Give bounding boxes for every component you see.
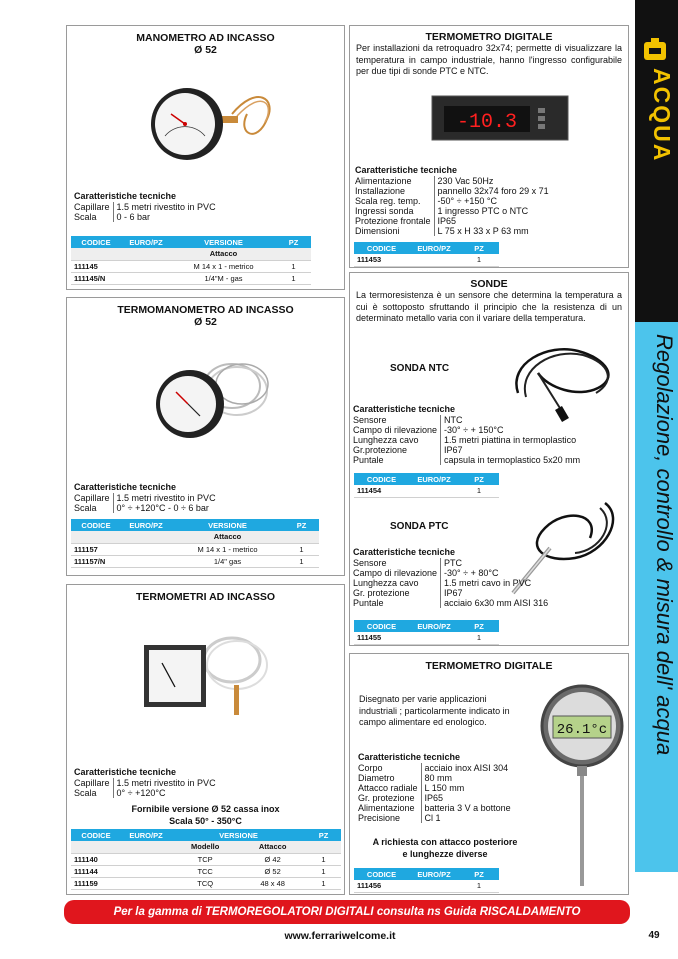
spec-key: Scala [74, 788, 97, 798]
digital-panel-image [430, 94, 570, 144]
col-europz: EURO/PZ [121, 829, 171, 841]
ntc-title: SONDA NTC [390, 363, 450, 374]
sonde-section [349, 272, 629, 646]
table-row: 111144 TCC Ø 52 1 [71, 865, 341, 877]
col-codice: CODICE [71, 829, 121, 841]
spec-key: Scala [74, 503, 97, 513]
spec-value: 1.5 metri rivestito in PVC [113, 493, 216, 503]
category-sidebar [635, 0, 678, 959]
faucet-icon [641, 36, 671, 64]
ptc-specs-block [353, 547, 548, 608]
display-readout: -10.3 [456, 111, 518, 134]
spec-value: 0° ÷ +120°C [113, 788, 216, 798]
specs-block [358, 752, 511, 823]
section-title: TERMOMETRO DIGITALE [425, 660, 553, 672]
ptc-order-table: CODICE EURO/PZ PZ 111455 1 [354, 620, 499, 645]
ptc-title: SONDA PTC [390, 521, 449, 532]
spec-value: 1.5 metri rivestito in PVC [113, 778, 216, 788]
termomanometro-section [66, 297, 345, 576]
specs-heading: Caratteristiche tecniche [74, 482, 177, 492]
thermometer-image [142, 625, 272, 725]
col-pz: PZ [306, 829, 341, 841]
section-description: La termoresistenza è un sensore che determina la temperatura a cui è sottoposto sfruttando il principio che la resistenza di un determinato metallo varia con il variare della temperatura. [356, 290, 622, 323]
specs-heading: Caratteristiche tecniche [355, 165, 458, 175]
table-row: 111157/N 1/4" gas 1 [71, 555, 319, 567]
table-row: 111159 TCQ 48 x 48 1 [71, 877, 341, 889]
section-subtitle: Ø 52 [194, 316, 217, 328]
table-row: 111455 1 [354, 632, 499, 644]
section-title: TERMOMETRI AD INCASSO [135, 591, 276, 603]
section-title: MANOMETRO AD INCASSO [136, 32, 275, 44]
specs-table [74, 778, 216, 798]
spec-value: 0 - 6 bar [113, 212, 216, 222]
termometri-section [66, 584, 345, 895]
order-table: CODICE EURO/PZ PZ 111453 1 [354, 242, 499, 267]
section-subtitle: Ø 52 [194, 44, 217, 56]
col-codice: CODICE [71, 236, 121, 248]
table-row: 111454 1 [354, 485, 499, 497]
specs-heading: Caratteristiche tecniche [353, 404, 456, 414]
website-link[interactable]: www.ferrariwelcome.it [284, 930, 396, 942]
spec-key: Capillare [74, 202, 110, 212]
col-versione: VERSIONE [171, 236, 276, 248]
sub-header: Attacco [171, 248, 276, 260]
specs-block [74, 191, 216, 222]
specs-table [74, 202, 216, 222]
ntc-specs-block [353, 404, 580, 465]
spec-key: Capillare [74, 778, 110, 788]
digital-thermometer-image [537, 676, 627, 891]
specs-heading: Caratteristiche tecniche [353, 547, 456, 557]
manometro-section [66, 25, 345, 290]
section-title: SONDE [470, 278, 508, 290]
sub-header: Modello [171, 841, 239, 853]
section-description: Per installazioni da retroquadro 32x74; permette di visualizzare la temperatura in campo industriale, hanno l'ingresso configurabile per due tipi di sonde PTC e NTC. [356, 43, 622, 76]
spec-key: Capillare [74, 493, 110, 503]
col-versione: VERSIONE [171, 519, 284, 531]
note-line: Scala 50° - 350°C [169, 816, 242, 826]
page-number: 49 [648, 930, 660, 941]
specs-block [74, 767, 216, 798]
section-title: TERMOMETRO DIGITALE [425, 31, 553, 43]
note-line: Fornibile versione Ø 52 cassa inox [131, 804, 280, 814]
section-description: Disegnato per varie applicazioni industriali ; particolarmente indicato in campo alimentare ed enologico. [359, 694, 510, 727]
table-row: 111140 TCP Ø 42 1 [71, 853, 341, 865]
manometer-image [127, 74, 277, 169]
note-line: e lunghezze diverse [402, 849, 488, 859]
section-title: TERMOMANOMETRO AD INCASSO [117, 304, 294, 316]
note-line: A richiesta con attacco posteriore [372, 837, 518, 847]
specs-table: Alimentazione 230 Vac 50Hz Installazione pannello 32x74 foro 29 x 71 Scala reg. temp. -50° ÷ +150 °C Ingressi sonda 1 ingresso PTC o NTC Protezione frontale IP65 Dimensioni L 75 x H 33 x P 63 mm [355, 176, 549, 236]
col-codice: CODICE [71, 519, 121, 531]
category-subtitle: Regolazione, controllo & misura dell' acqua [652, 334, 677, 756]
col-pz: PZ [276, 236, 311, 248]
col-europz: EURO/PZ [121, 519, 171, 531]
specs-table: Sensore NTC Campo di rilevazione -30° ÷ + 150°C Lunghezza cavo 1.5 metri piattina in termoplastico Gr.protezione IP67 Puntale capsula in termoplastico 5x20 mm [353, 415, 581, 465]
termometro-digitale-1-section [349, 25, 629, 268]
info-banner: Per la gamma di TERMOREGOLATORI DIGITALI consulta ns Guida RISCALDAMENTO [64, 900, 630, 924]
col-pz: PZ [284, 519, 319, 531]
thermomanometer-image [152, 346, 282, 446]
specs-heading: Caratteristiche tecniche [74, 767, 177, 777]
specs-heading: Caratteristiche tecniche [74, 191, 177, 201]
col-versione: VERSIONE [171, 829, 306, 841]
specs-heading: Caratteristiche tecniche [358, 752, 461, 762]
ntc-order-table: CODICE EURO/PZ PZ 111454 1 [354, 473, 499, 498]
spec-value: 1.5 metri rivestito in PVC [113, 202, 216, 212]
specs-block [355, 165, 549, 236]
specs-table [74, 493, 216, 513]
order-table: CODICE EURO/PZ PZ 111456 1 [354, 868, 499, 893]
sub-header: Attacco [239, 841, 306, 853]
sidebar-blue-band [635, 322, 678, 872]
sub-header: Attacco [171, 531, 284, 543]
col-europz: EURO/PZ [121, 236, 171, 248]
specs-table: Corpo acciaio inox AISI 304 Diametro 80 mm Attacco radiale L 150 mm Gr. protezione IP65 Alimentazione batteria 3 V a bottone Precisione Cl 1 [358, 763, 511, 823]
spec-key: Scala [74, 212, 97, 222]
category-label: ACQUA [649, 68, 675, 163]
specs-table: Sensore PTC Campo di rilevazione -30° ÷ + 80°C Lunghezza cavo 1.5 metri cavo in PVC Gr. protezione IP67 Puntale acciaio 6x30 mm AISI 316 [353, 558, 549, 608]
order-table [71, 829, 341, 890]
termometro-digitale-2-section [349, 653, 629, 895]
specs-block [74, 482, 216, 513]
table-row: 111453 1 [354, 254, 499, 266]
sidebar-dark-band [635, 0, 678, 322]
order-table [71, 236, 311, 285]
table-row: 111456 1 [354, 880, 499, 892]
display-readout: 26.1°c [556, 722, 608, 738]
order-table [71, 519, 319, 568]
spec-value: 0° ÷ +120°C - 0 ÷ 6 bar [113, 503, 216, 513]
table-row: 111145/N 1/4"M - gas 1 [71, 272, 311, 284]
table-row: 111157 M 14 x 1 - metrico 1 [71, 543, 319, 555]
table-row: 111145 M 14 x 1 - metrico 1 [71, 260, 311, 272]
